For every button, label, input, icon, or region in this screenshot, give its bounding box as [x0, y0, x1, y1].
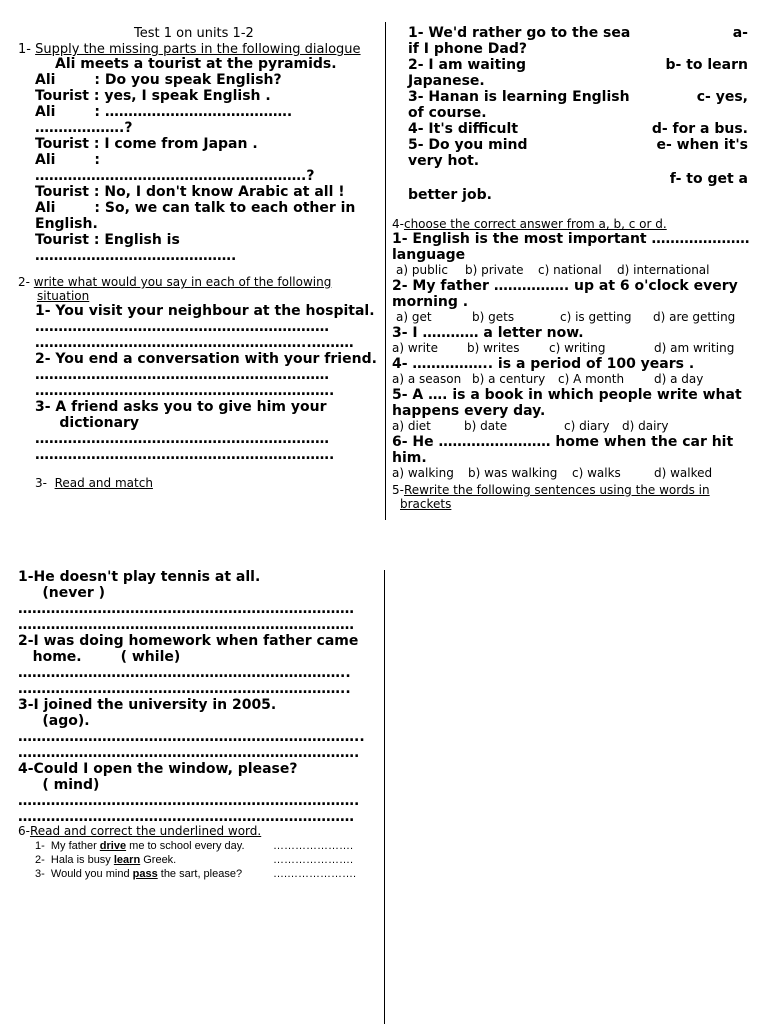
correction-item	[35, 839, 354, 853]
section-instruction-cont: brackets	[400, 497, 452, 511]
page-title: Test 1 on units 1-2	[134, 26, 254, 41]
match-row	[408, 137, 748, 153]
mcq-option: d) am writing	[654, 341, 735, 355]
situation-line: ………………………………………………………	[35, 431, 329, 447]
rewrite-line: 2-I was doing homework when father came	[18, 633, 359, 649]
section-instruction: Rewrite the following sentences using the words in	[403, 483, 710, 497]
rewrite-line: (ago).	[18, 713, 90, 729]
mcq-option: c) national	[538, 263, 602, 277]
section-number: 3-	[35, 476, 47, 490]
dialogue-line: Tourist : yes, I speak English .	[35, 88, 271, 104]
match-row	[408, 153, 748, 169]
situation-line: ………………………………………………………	[35, 367, 329, 383]
section-instruction: Read and match	[54, 476, 153, 490]
multiple-choice	[392, 231, 752, 481]
section-instruction: Supply the missing parts in the following dialogue	[35, 42, 361, 57]
mcq-option: b) was walking	[468, 466, 558, 480]
mcq-item	[392, 278, 752, 325]
sentence-start: 3- Would you mind	[35, 868, 133, 880]
mcq-item	[392, 387, 752, 434]
dialogue-line: Ali : So, we can talk to each other in	[35, 200, 356, 216]
match-right: b- to learn	[665, 57, 748, 73]
situation-line: ………………………………………………………	[35, 319, 329, 335]
match-left: Japanese.	[408, 73, 485, 89]
mcq-option: c) is getting	[560, 310, 632, 324]
dialogue-line: Tourist : I come from Japan .	[35, 136, 258, 152]
match-right: d- for a bus.	[651, 121, 748, 137]
match-row	[408, 73, 748, 89]
rewrite-line: ………………………………………………………………	[18, 809, 354, 825]
match-left: very hot.	[408, 153, 480, 169]
dialogue-line: …………………………………….	[35, 248, 237, 264]
rewrite-line: ………………………………………………………………	[18, 601, 354, 617]
mcq-option: d) are getting	[653, 310, 736, 324]
match-left: better job.	[408, 187, 492, 203]
section-instruction: write what would you say in each of the following	[33, 275, 332, 289]
sentence-start: 2- Hala is busy	[35, 854, 114, 866]
section-number: 4-	[392, 217, 404, 231]
underlined-word: pass	[132, 868, 158, 880]
underlined-word: drive	[99, 840, 127, 852]
mcq-option: c) diary	[564, 419, 610, 433]
rewrite-line: ……………………………………………………………….	[18, 793, 360, 809]
dialogue-line: Ali : Do you speak English?	[35, 72, 282, 88]
dialogue-line: ………………………………………………….?	[35, 168, 315, 184]
mcq-question: happens every day.	[392, 403, 546, 419]
mcq-option: a) write	[392, 341, 439, 355]
mcq-question: language	[392, 247, 466, 263]
rewrite-line: 3-I joined the university in 2005.	[18, 697, 277, 713]
situation-line: 3- A friend asks you to give him your	[35, 399, 327, 415]
correction-item	[35, 853, 354, 867]
mcq-option: b) date	[464, 419, 508, 433]
mcq-item	[392, 231, 752, 278]
mcq-question: 5- A …. is a book in which people write what	[392, 387, 742, 403]
section-3-heading	[35, 476, 153, 490]
mcq-question: 2- My father ……………. up at 6 o'clock every	[392, 278, 738, 294]
answer-blank: ….……………….	[273, 868, 357, 880]
correction-list	[35, 839, 357, 881]
section-2-heading	[18, 275, 331, 303]
rewrite-line: 1-He doesn't play tennis at all.	[18, 569, 261, 585]
match-left: 4- It's difficult	[408, 121, 519, 137]
match-row	[408, 89, 748, 105]
situation-line: dictionary	[35, 415, 140, 431]
match-row	[408, 57, 748, 73]
section-instruction-cont: situation	[37, 289, 90, 303]
sentence-start: 1- My father	[35, 840, 100, 852]
sentence-end: the sart, please?	[157, 868, 243, 880]
answer-blank: ………………….	[273, 854, 354, 866]
section-number: 5-	[392, 483, 404, 497]
dialogue-line: English.	[35, 216, 98, 232]
match-right: f- to get a	[669, 171, 748, 187]
mcq-item	[392, 356, 752, 387]
match-row	[408, 171, 748, 187]
rewrite-exercise	[18, 569, 365, 825]
mcq-option: c) A month	[558, 372, 625, 386]
match-row	[408, 25, 748, 41]
match-left: if I phone Dad?	[408, 41, 527, 57]
mcq-question: morning .	[392, 294, 469, 310]
mcq-option: a) walking	[392, 466, 454, 480]
mcq-option: a) diet	[392, 419, 431, 433]
column-divider-top	[385, 22, 386, 520]
section-1-heading	[18, 42, 361, 57]
mcq-question: 6- He …………………… home when the car hit	[392, 434, 734, 450]
mcq-option: b) a century	[472, 372, 546, 386]
situation-line: ……………………………………………………….	[35, 383, 335, 399]
correction-item	[35, 867, 357, 881]
match-row	[408, 41, 748, 57]
match-left: 2- I am waiting	[408, 57, 527, 73]
rewrite-line: ……………………………………………………………..	[18, 665, 351, 681]
match-left: 5- Do you mind	[408, 137, 528, 153]
rewrite-line: ………………………………………………………………..	[18, 729, 365, 745]
situations	[35, 303, 377, 463]
match-row	[408, 121, 748, 137]
mcq-question: 3- I ………… a letter now.	[392, 325, 584, 341]
match-row	[408, 105, 748, 121]
rewrite-line: ………………………………………………………………	[18, 617, 354, 633]
dialogue-line: Tourist : No, I don't know Arabic at all !	[35, 184, 345, 200]
rewrite-line: home. ( while)	[18, 649, 181, 665]
match-row	[408, 187, 748, 203]
situation-line: 2- You end a conversation with your friend.	[35, 351, 377, 367]
section-number: 2-	[18, 275, 30, 289]
match-exercise	[408, 25, 748, 203]
match-right: c- yes,	[696, 89, 748, 105]
column-divider-bottom	[384, 570, 385, 1024]
match-left: 1- We'd rather go to the sea	[408, 25, 631, 41]
section-6-heading	[18, 824, 261, 838]
mcq-option: a) public	[396, 263, 448, 277]
section-number: 6-	[18, 824, 30, 838]
match-left: 3- Hanan is learning English	[408, 89, 630, 105]
dialogue-line: Tourist : English is	[35, 232, 180, 248]
section-instruction: Read and correct the underlined word.	[29, 824, 262, 838]
mcq-option: a) a season	[392, 372, 462, 386]
rewrite-line: ( mind)	[18, 777, 100, 793]
dialogue-line: Ali : ………………………………….	[35, 104, 293, 120]
dialogue-line: Ali :	[35, 152, 101, 168]
rewrite-line: ……………………………………………………………..	[18, 681, 351, 697]
mcq-option: b) private	[465, 263, 524, 277]
rewrite-line: ……………………………………………………………….	[18, 745, 360, 761]
underlined-word: learn	[113, 854, 141, 866]
mcq-option: d) dairy	[622, 419, 669, 433]
mcq-item	[392, 434, 752, 481]
situation-line: …………………………………………………..………	[35, 335, 354, 351]
mcq-option: d) international	[617, 263, 710, 277]
match-left: of course.	[408, 105, 487, 121]
mcq-question: 1- English is the most important …………………	[392, 231, 750, 247]
rewrite-line: 4-Could I open the window, please?	[18, 761, 298, 777]
mcq-question: him.	[392, 450, 427, 466]
mcq-item	[392, 325, 752, 356]
mcq-option: c) walks	[572, 466, 621, 480]
dialogue-subtitle: Ali meets a tourist at the pyramids.	[55, 56, 337, 72]
match-right: a-	[732, 25, 748, 41]
answer-blank: ………………….	[273, 840, 354, 852]
match-right: e- when it's	[656, 137, 748, 153]
situation-line: ……………………………………………………….	[35, 447, 335, 463]
section-5-heading	[392, 483, 710, 511]
mcq-option: c) writing	[549, 341, 606, 355]
sentence-end: me to school every day.	[126, 840, 245, 852]
dialogue	[35, 72, 355, 264]
rewrite-line: (never )	[18, 585, 106, 601]
mcq-question: 4- …………….. is a period of 100 years .	[392, 356, 695, 372]
mcq-option: d) a day	[654, 372, 704, 386]
mcq-option: d) walked	[654, 466, 713, 480]
mcq-option: b) gets	[472, 310, 515, 324]
section-instruction: choose the correct answer from a, b, c or d.	[403, 217, 667, 231]
mcq-option: b) writes	[467, 341, 520, 355]
section-number: 1-	[18, 42, 31, 57]
sentence-end: Greek.	[140, 854, 177, 866]
mcq-option: a) get	[396, 310, 432, 324]
situation-line: 1- You visit your neighbour at the hospital.	[35, 303, 375, 319]
section-4-heading	[392, 217, 667, 231]
dialogue-line: ……………….?	[35, 120, 133, 136]
